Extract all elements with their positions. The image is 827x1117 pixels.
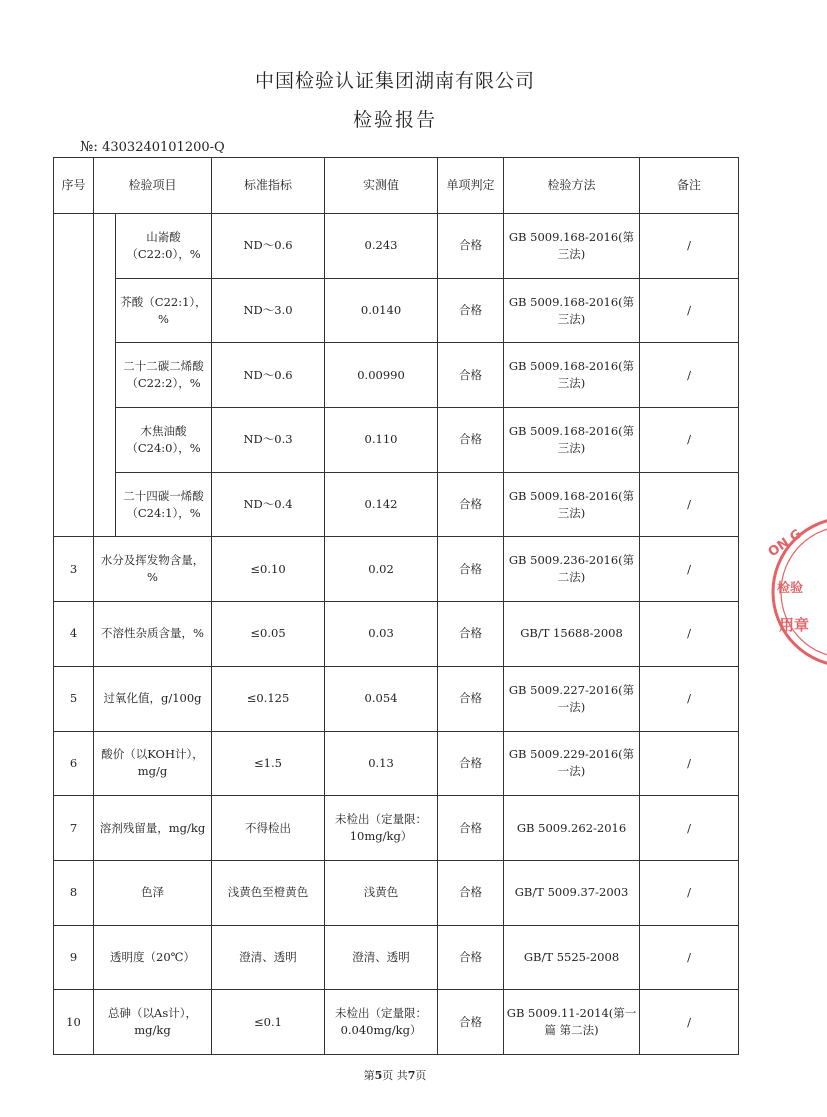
- cell-remark: /: [640, 408, 739, 473]
- cell-judgement: 合格: [438, 990, 504, 1055]
- cell-item: 透明度（20℃）: [94, 925, 212, 990]
- page-footer: [0, 1067, 790, 1083]
- results-table: [53, 157, 739, 1055]
- report-number: [80, 139, 225, 155]
- cell-measured: 0.054: [325, 666, 438, 731]
- cell-measured: 澄清、透明: [325, 925, 438, 990]
- cell-remark: /: [640, 860, 739, 925]
- cell-measured: 0.110: [325, 408, 438, 473]
- cell-remark: /: [640, 925, 739, 990]
- cell-item: 色泽: [94, 860, 212, 925]
- cell-measured: 浅黄色: [325, 860, 438, 925]
- cell-measured: 未检出（定量限：0.040mg/kg）: [325, 990, 438, 1055]
- cell-measured: 0.142: [325, 472, 438, 537]
- cell-no: 4: [54, 602, 94, 667]
- cell-no: 5: [54, 666, 94, 731]
- cell-no: 3: [54, 537, 94, 602]
- cell-remark: /: [640, 278, 739, 343]
- group-spacer: [94, 214, 116, 537]
- cell-remark: /: [640, 472, 739, 537]
- cell-standard: ND～0.4: [212, 472, 325, 537]
- table-row: [54, 731, 739, 796]
- cell-no: 7: [54, 796, 94, 861]
- table-row: [54, 796, 739, 861]
- cell-measured: 未检出（定量限：10mg/kg）: [325, 796, 438, 861]
- cell-method: GB 5009.11-2014(第一篇 第二法): [504, 990, 640, 1055]
- table-row: [54, 990, 739, 1055]
- table-row: [54, 602, 739, 667]
- official-seal: [767, 512, 827, 672]
- cell-judgement: 合格: [438, 343, 504, 408]
- table-row: [54, 214, 739, 279]
- cell-judgement: 合格: [438, 925, 504, 990]
- col-header-judgement: 单项判定: [438, 158, 504, 214]
- cell-item: 二十四碳一烯酸（C24:1），%: [116, 472, 212, 537]
- cell-measured: 0.0140: [325, 278, 438, 343]
- cell-method: GB 5009.168-2016(第三法): [504, 278, 640, 343]
- cell-measured: 0.243: [325, 214, 438, 279]
- footer-current-page: 5: [374, 1069, 383, 1082]
- svg-text:用章: 用章: [779, 616, 810, 634]
- cell-standard: ND～3.0: [212, 278, 325, 343]
- cell-standard: 不得检出: [212, 796, 325, 861]
- table-row: [54, 472, 739, 537]
- cell-no: 9: [54, 925, 94, 990]
- col-header-measured: 实测值: [325, 158, 438, 214]
- cell-standard: ND～0.6: [212, 343, 325, 408]
- organization-name: 中国检验认证集团湖南有限公司: [254, 70, 535, 92]
- cell-judgement: 合格: [438, 278, 504, 343]
- cell-item: 水分及挥发物含量，%: [94, 537, 212, 602]
- table-row: [54, 860, 739, 925]
- footer-prefix: 第: [363, 1069, 375, 1082]
- footer-total-pages: 7: [407, 1069, 416, 1082]
- cell-item: 山嵛酸（C22:0），%: [116, 214, 212, 279]
- cell-method: GB 5009.262-2016: [504, 796, 640, 861]
- cell-standard: 澄清、透明: [212, 925, 325, 990]
- col-header-no: 序号: [54, 158, 94, 214]
- cell-judgement: 合格: [438, 602, 504, 667]
- table-row: [54, 925, 739, 990]
- cell-method: GB 5009.168-2016(第三法): [504, 472, 640, 537]
- cell-standard: 浅黄色至橙黄色: [212, 860, 325, 925]
- cell-standard: ≤0.05: [212, 602, 325, 667]
- cell-no: 8: [54, 860, 94, 925]
- svg-text:检验: 检验: [777, 581, 804, 596]
- table-row: [54, 343, 739, 408]
- cell-standard: ≤0.10: [212, 537, 325, 602]
- col-header-method: 检验方法: [504, 158, 640, 214]
- cell-remark: /: [640, 214, 739, 279]
- table-row: [54, 278, 739, 343]
- svg-text:ON G: ON G: [765, 526, 805, 561]
- cell-method: GB 5009.168-2016(第三法): [504, 214, 640, 279]
- cell-item: 过氧化值，g/100g: [94, 666, 212, 731]
- cell-method: GB 5009.168-2016(第三法): [504, 408, 640, 473]
- cell-judgement: 合格: [438, 860, 504, 925]
- cell-item: 不溶性杂质含量，%: [94, 602, 212, 667]
- cell-judgement: 合格: [438, 214, 504, 279]
- row-number-empty: [54, 214, 94, 537]
- cell-method: GB/T 15688-2008: [504, 602, 640, 667]
- cell-remark: /: [640, 666, 739, 731]
- cell-remark: /: [640, 537, 739, 602]
- table-row: [54, 408, 739, 473]
- cell-standard: ≤0.125: [212, 666, 325, 731]
- cell-judgement: 合格: [438, 537, 504, 602]
- footer-middle: 页 共: [382, 1069, 408, 1082]
- cell-item: 木焦油酸（C24:0），%: [116, 408, 212, 473]
- cell-measured: 0.13: [325, 731, 438, 796]
- cell-item: 总砷（以As计），mg/kg: [94, 990, 212, 1055]
- cell-remark: /: [640, 602, 739, 667]
- table-header-row: [54, 158, 739, 214]
- cell-method: GB 5009.229-2016(第一法): [504, 731, 640, 796]
- cell-judgement: 合格: [438, 731, 504, 796]
- cell-remark: /: [640, 796, 739, 861]
- cell-remark: /: [640, 990, 739, 1055]
- cell-judgement: 合格: [438, 408, 504, 473]
- table-row: [54, 666, 739, 731]
- cell-item: 芥酸（C22:1），%: [116, 278, 212, 343]
- cell-standard: ND～0.6: [212, 214, 325, 279]
- cell-method: GB 5009.236-2016(第二法): [504, 537, 640, 602]
- cell-standard: ND～0.3: [212, 408, 325, 473]
- cell-item: 酸价（以KOH计），mg/g: [94, 731, 212, 796]
- cell-judgement: 合格: [438, 666, 504, 731]
- cell-judgement: 合格: [438, 796, 504, 861]
- col-header-remark: 备注: [640, 158, 739, 214]
- cell-item: 二十二碳二烯酸（C22:2），%: [116, 343, 212, 408]
- cell-standard: ≤1.5: [212, 731, 325, 796]
- cell-measured: 0.00990: [325, 343, 438, 408]
- table-row: [54, 537, 739, 602]
- report-number-value: 4303240101200-Q: [102, 140, 225, 155]
- cell-remark: /: [640, 343, 739, 408]
- col-header-standard: 标准指标: [212, 158, 325, 214]
- cell-judgement: 合格: [438, 472, 504, 537]
- report-title: 检验报告: [352, 109, 437, 131]
- cell-item: 溶剂残留量，mg/kg: [94, 796, 212, 861]
- cell-method: GB/T 5009.37-2003: [504, 860, 640, 925]
- cell-measured: 0.03: [325, 602, 438, 667]
- footer-suffix: 页: [415, 1069, 427, 1082]
- col-header-item: 检验项目: [94, 158, 212, 214]
- cell-no: 10: [54, 990, 94, 1055]
- cell-method: GB/T 5525-2008: [504, 925, 640, 990]
- cell-remark: /: [640, 731, 739, 796]
- cell-method: GB 5009.168-2016(第三法): [504, 343, 640, 408]
- cell-no: 6: [54, 731, 94, 796]
- cell-measured: 0.02: [325, 537, 438, 602]
- cell-standard: ≤0.1: [212, 990, 325, 1055]
- report-number-label: №:: [80, 139, 98, 155]
- cell-method: GB 5009.227-2016(第一法): [504, 666, 640, 731]
